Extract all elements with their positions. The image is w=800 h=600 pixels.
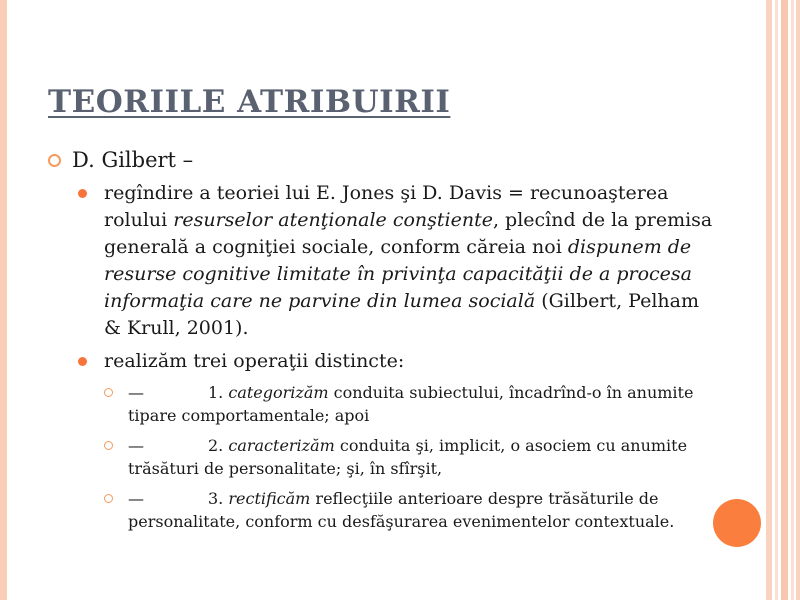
ring-bullet-icon bbox=[48, 154, 61, 167]
operation-item bbox=[104, 434, 718, 480]
operation-text: reflecţiile anterioare despre trăsăturile de personalitate, conform cu desfăşurarea evenimentelor contextuale. bbox=[128, 489, 675, 531]
operation-item bbox=[104, 487, 718, 533]
operation-text: conduita şi, implicit, o asociem cu anumite trăsături de personalitate; şi, în sfîrşit, bbox=[128, 436, 688, 478]
right-border bbox=[766, 0, 800, 600]
slide-title: TEORIILE ATRIBUIRII bbox=[48, 84, 451, 120]
operation-dash: — bbox=[128, 383, 144, 402]
point1-italic-d: dispunem de resurse cognitive limitate în privinţa capacităţii de a procesa informaţia care ne parvine din lumea socială bbox=[104, 236, 692, 312]
operation-number: 3. bbox=[208, 489, 229, 508]
bullet-point-1 bbox=[78, 180, 718, 342]
decorative-circle bbox=[713, 499, 761, 547]
operation-number: 2. bbox=[208, 436, 229, 455]
ring-bullet-icon bbox=[104, 494, 113, 503]
point1-part-c: , plecînd de la premisa generală a cogniţiei sociale, conform căreia noi bbox=[104, 209, 713, 258]
point1-part-e: (Gilbert, Pelham & Krull, 2001). bbox=[104, 290, 699, 339]
point1-italic-b: resurselor atenţionale conştiente bbox=[173, 209, 493, 231]
point2-text: realizăm trei operaţii distincte: bbox=[104, 350, 405, 372]
point1-part-a: regîndire a teoriei lui E. Jones şi D. Davis = recunoaşterea rolului bbox=[104, 182, 669, 231]
dot-bullet-icon bbox=[78, 357, 87, 366]
bullet-point-2 bbox=[78, 348, 718, 375]
operation-number: 1. bbox=[208, 383, 229, 402]
operation-item bbox=[104, 381, 718, 427]
operation-verb: caracterizăm bbox=[228, 436, 335, 455]
left-border bbox=[0, 0, 7, 600]
operation-verb: rectificăm bbox=[228, 489, 311, 508]
ring-bullet-icon bbox=[104, 388, 113, 397]
dot-bullet-icon bbox=[78, 189, 87, 198]
ring-bullet-icon bbox=[104, 441, 113, 450]
operation-text: conduita subiectului, încadrînd-o în anumite tipare comportamentale; apoi bbox=[128, 383, 694, 425]
author-line: D. Gilbert – bbox=[72, 148, 194, 172]
slide-content bbox=[48, 146, 718, 540]
operation-dash: — bbox=[128, 436, 144, 455]
operation-dash: — bbox=[128, 489, 144, 508]
operation-verb: categorizăm bbox=[228, 383, 329, 402]
bullet-level1 bbox=[48, 146, 718, 174]
